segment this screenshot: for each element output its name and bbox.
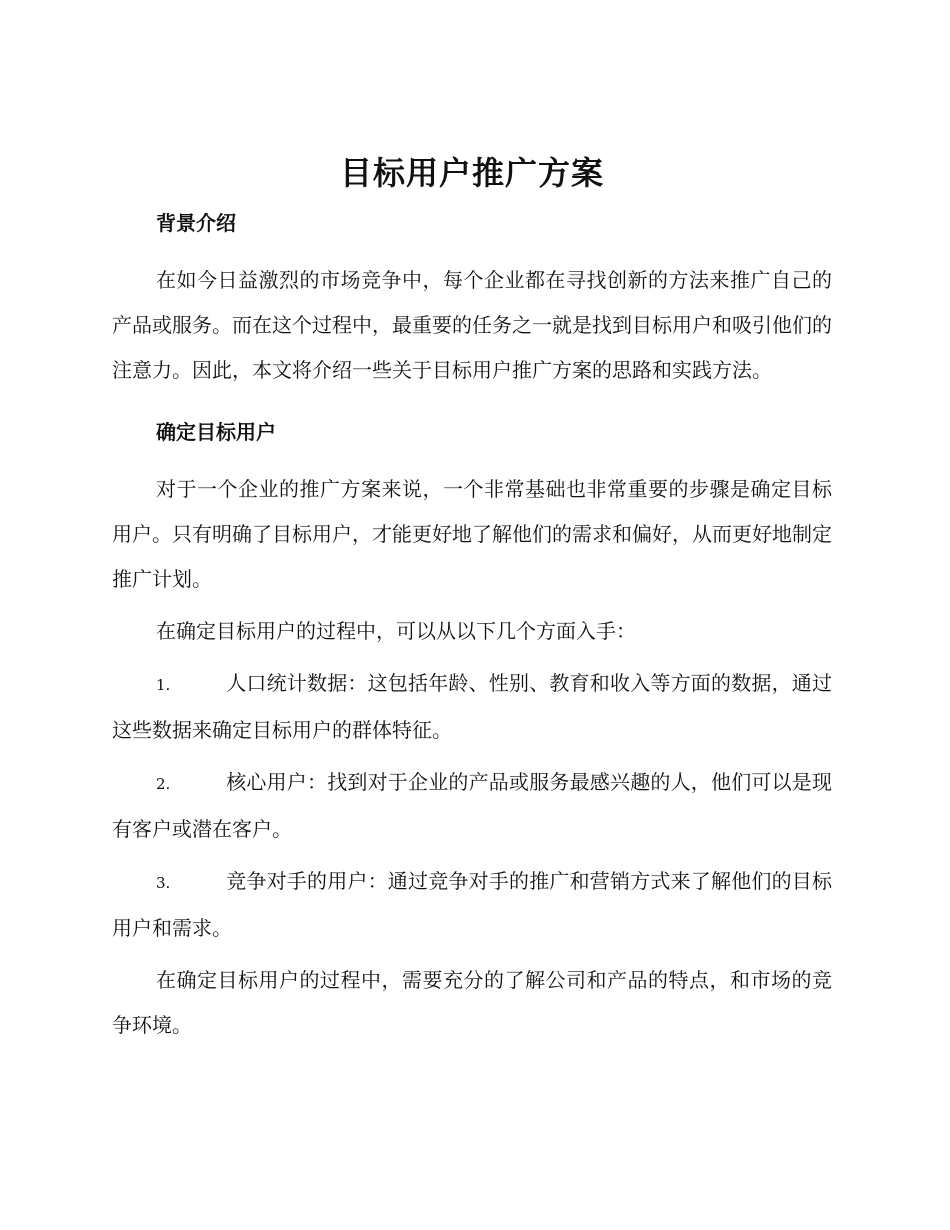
section-heading-background: 背景介绍 [156, 211, 236, 235]
list-item [112, 661, 832, 753]
list-item-text: 核心用户：找到对于企业的产品或服务最感兴趣的人，他们可以是现有客户或潜在客户。 [112, 770, 832, 841]
document-title: 目标用户推广方案 [339, 154, 604, 192]
list-item-text: 人口统计数据：这包括年龄、性别、教育和收入等方面的数据，通过这些数据来确定目标用户的群体特征。 [112, 671, 832, 742]
list-item [112, 760, 832, 852]
list-item [112, 859, 832, 951]
closing-paragraph: 在确定目标用户的过程中，需要充分的了解公司和产品的特点，和市场的竞争环境。 [112, 968, 832, 1037]
background-paragraph: 在如今日益激烈的市场竞争中，每个企业都在寻找创新的方法来推广自己的产品或服务。而在这个过程中，最重要的任务之一就是找到目标用户和吸引他们的注意力。因此，本文将介绍一些关于目标用户推广方案的思路和实践方法。 [112, 268, 832, 382]
list-item-text: 竞争对手的用户：通过竞争对手的推广和营销方式来了解他们的目标用户和需求。 [112, 869, 832, 940]
section-heading-target-users: 确定目标用户 [156, 420, 276, 444]
target-users-paragraph: 对于一个企业的推广方案来说，一个非常基础也非常重要的步骤是确定目标用户。只有明确了目标用户，才能更好地了解他们的需求和偏好，从而更好地制定推广计划。 [112, 477, 832, 591]
list-item-number: 2. [156, 775, 171, 793]
document-body [112, 150, 832, 1048]
list-item-number: 1. [156, 676, 171, 694]
list-item-number: 3. [156, 874, 171, 892]
numbered-list [112, 661, 832, 951]
target-users-intro-paragraph: 在确定目标用户的过程中，可以从以下几个方面入手： [156, 619, 636, 643]
